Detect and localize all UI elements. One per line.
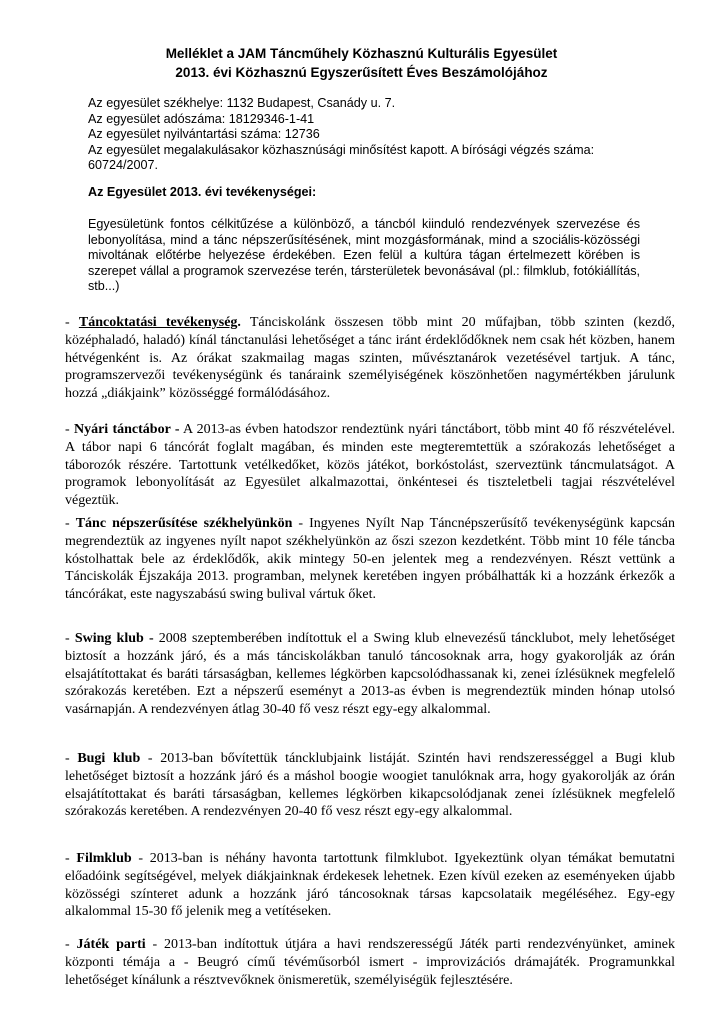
section-title: Bugi klub	[77, 751, 141, 766]
association-info	[88, 96, 648, 174]
document-title-line-1: Melléklet a JAM Táncműhely Közhasznú Kulturális Egyesület	[165, 46, 558, 61]
section-title: Filmklub	[76, 851, 132, 866]
section-dance-promotion: - Tánc népszerűsítése székhelyünkön - Ingyenes Nyílt Nap Táncnépszerűsítő tevékenységünk kapcsán megrendeztük az ingyenes nyílt napot székhelyünkön az őszi szezon kezdetként. Több mint 10 féle táncba kóstolhattak bele az érdeklődők, akik mintegy 50-en jelentek meg a rendezvényen. Részt vettünk a Tánciskolák Éjszakája 2013. programban, melynek keretében ingyen próbálhatták ki a hozzánk érkezők a táncórákat, este nagyszabású swing bulival vártuk őket.	[65, 516, 676, 603]
activities-heading: Az Egyesület 2013. évi tevékenységei:	[88, 185, 317, 199]
section-summer-camp: - Nyári tánctábor - A 2013-as évben hatodszor rendeztünk nyári tánctábort, több mint 40 fő részvételével. A tábor napi 6 táncórát foglalt magában, és minden este megteremtettük a szórakozás lehetőséget a táborozók részére. Tartottunk vetélkedőket, közös játékot, borkóstolást, szerveztünk táncmulatságot. A programok lebonyolítását az Egyesület alkalmazottai, önkéntesei és tiszteletbeli tagjai részvételével végeztük.	[65, 422, 676, 509]
section-game-party: - Játék parti - 2013-ban indítottuk útjára a havi rendszerességű Játék parti rendezvényünket, aminek központi témája a - Beugró című tévéműsorból ismert - improvizációs drámajáték. Programunkkal lehetőséget kínálunk a résztvevőknek önismeretük, személyiségük fejlesztésére.	[65, 937, 675, 988]
section-text: A 2013-as évben hatodszor rendeztünk nyári tánctábort, több mint 40 fő részvételével. A tábor napi 6 táncórát foglalt magában, és minden este megteremtettük a szórakozás lehetőséget a táborozók részére. Tartottunk vetélkedőket, közös játékot, borkóstolást, szerveztünk táncmulatságot. A programok lebonyolítását az Egyesület alkalmazottai, önkéntesei és tiszteletbeli tagjai részvételével végeztük.	[65, 422, 676, 509]
section-title: Tánc népszerűsítése székhelyünkön	[75, 516, 293, 531]
section-swing-club: - Swing klub - 2008 szeptemberében indítottuk el a Swing klub elnevezésű táncklubot, mely lehetőséget biztosít a hozzánk járó, és a más tánciskolákban tanuló táncosoknak arra, hogy gyakorolják az órán elsajátítottakat és baráti társaságban, kellemes légkörben kapcsolódhassanak ki, zenei ízlésüknek megfelelő szórakozás keretében. Ezt a népszerű eseményt a 2013-as évben is megrendeztük minden hónap utolsó vasárnapján. A rendezvényen átlag 30-40 fő vesz részt egy-egy alkalommal.	[65, 631, 675, 718]
info-registry-number: Az egyesület nyilvántartási száma: 12736	[88, 127, 320, 142]
section-text: - 2013-ban is néhány havonta tartottunk filmklubot. Igyekeztünk olyan témákat bemutatni előadóink segítségével, melyek diákjainknak érdekesek lehetnek. Ezen kívül ezeken az eseményeken újabb közösségi színteret adunk a hozzánk járó táncosoknak társas kapcsolataik megéléséhez. Egy-egy alkalommal 15-30 fő jelenik meg a vetítéseken.	[65, 851, 675, 920]
info-seat: Az egyesület székhelye: 1132 Budapest, Csanády u. 7.	[88, 96, 396, 110]
section-film-club: - Filmklub - 2013-ban is néhány havonta tartottunk filmklubot. Igyekeztünk olyan témákat bemutatni előadóink segítségével, melyek diákjainknak érdekesek lehetnek. Ezen kívül ezeken az eseményeken újabb közösségi színteret adunk a hozzánk járó táncosoknak társas kapcsolataik megéléséhez. Egy-egy alkalommal 15-30 fő jelenik meg a vetítéseken.	[65, 851, 675, 920]
document-header	[0, 44, 723, 82]
section-title: Swing klub -	[74, 631, 154, 646]
intro-paragraph: Egyesületünk fontos célkitűzése a különböző, a táncból kiinduló rendezvények szervezése és lebonyolítása, mind a tánc népszerűsítésének, mint mozgásformának, mind a szociális-közösségi mivoltának előtérbe helyezése érdekében. Ezen felül a kultúra tágan értelmezett körében is szerepet vállal a programok szervezése terén, társterületek bevonásával (pl.: filmklub, fotókiállítás, stb...)	[88, 217, 640, 294]
section-text: - 2013-ban bővítettük táncklubjaink listáját. Szintén havi rendszerességgel a Bugi klub lehetőséget biztosít a hozzánk járó és a máshol boogie woogiet tanulóknak arra, hogy gyakorolják az órán elsajátítottakat és baráti társaságban, kellemes légkörben kikapcsolódjanak zenei ízlésüknek megfelelő szórakozás keretében. A rendezvényen 20-40 fő vesz részt egy-egy alkalommal.	[65, 751, 675, 820]
section-title: Táncoktatási tevékenység	[78, 315, 238, 330]
section-text: - 2013-ban indítottuk útjára a havi rendszerességű Játék parti rendezvényünket, aminek központi témája a - Beugró című tévéműsorból ismert - improvizációs drámajáték. Programunkkal lehetőséget kínálunk a résztvevőknek önismeretük, személyiségük fejlesztésére.	[65, 937, 675, 988]
section-boogie-club: - Bugi klub - 2013-ban bővítettük táncklubjaink listáját. Szintén havi rendszerességgel a Bugi klub lehetőséget biztosít a hozzánk járó és a máshol boogie woogiet tanulóknak arra, hogy gyakorolják az órán elsajátítottakat és baráti társaságban, kellemes légkörben kikapcsolódjanak zenei ízlésüknek megfelelő szórakozás keretében. A rendezvényen 20-40 fő vesz részt egy-egy alkalommal.	[65, 751, 675, 820]
info-tax-number: Az egyesület adószáma: 18129346-1-41	[88, 111, 315, 126]
document-title-line-2: 2013. évi Közhasznú Egyszerűsített Éves Beszámolójához	[175, 65, 548, 80]
info-public-benefit: Az egyesület megalakulásakor közhasznúsági minősítést kapott. A bírósági végzés száma: 60724/2007.	[88, 142, 595, 173]
section-text: - Ingyenes Nyílt Nap Táncnépszerűsítő tevékenységünk kapcsán megrendeztük az ingyenes nyílt napot székhelyünkön az őszi szezon kezdetként. Több mint 10 féle táncba kóstolhattak bele az érdeklődők, akik mintegy 50-en jelentek meg a rendezvényen. Részt vettünk a Tánciskolák Éjszakája 2013. programban, melynek keretében ingyen próbálhatták ki a hozzánk érkezők a táncórákat, este nagyszabású swing bulival vártuk őket.	[65, 516, 676, 603]
section-text: 2008 szeptemberében indítottuk el a Swing klub elnevezésű táncklubot, mely lehetőséget biztosít a hozzánk járó, és a más tánciskolákban tanuló táncosoknak arra, hogy gyakorolják az órán elsajátítottakat és baráti társaságban, kellemes légkörben kapcsolódhassanak ki, zenei ízlésüknek megfelelő szórakozás keretében. Ezt a népszerű eseményt a 2013-as évben is megrendeztük minden hónap utolsó vasárnapján. A rendezvényen átlag 30-40 fő vesz részt egy-egy alkalommal.	[65, 631, 675, 718]
section-title: Játék parti	[76, 937, 146, 952]
section-title: Nyári tánctábor -	[73, 422, 180, 437]
section-text: Tánciskolánk összesen több mint 20 műfajban, több szinten (kezdő, középhaladó, haladó) kínál tánctanulási lehetőséget a tánc iránt érdeklődőknek nem csak hét közben, hanem hétvégenként is. Az órákat szakmailag magas szinten, művésztanárok vezetésével tartjuk. A tánc, programszervezői tevékenységünk és tanáraink személyiségének köszönhetően nagymértékben járulunk hozzá „diákjaink” közösséggé formálódásához.	[65, 315, 676, 402]
section-dance-teaching: - Táncoktatási tevékenység. Tánciskolánk összesen több mint 20 műfajban, több szinten (kezdő, középhaladó, haladó) kínál tánctanulási lehetőséget a tánc iránt érdeklődőknek nem csak hét közben, hanem hétvégenként is. Az órákat szakmailag magas szinten, művésztanárok vezetésével tartjuk. A tánc, programszervezői tevékenységünk és tanáraink személyiségének köszönhetően nagymértékben járulunk hozzá „diákjaink” közösséggé formálódásához.	[65, 315, 676, 402]
